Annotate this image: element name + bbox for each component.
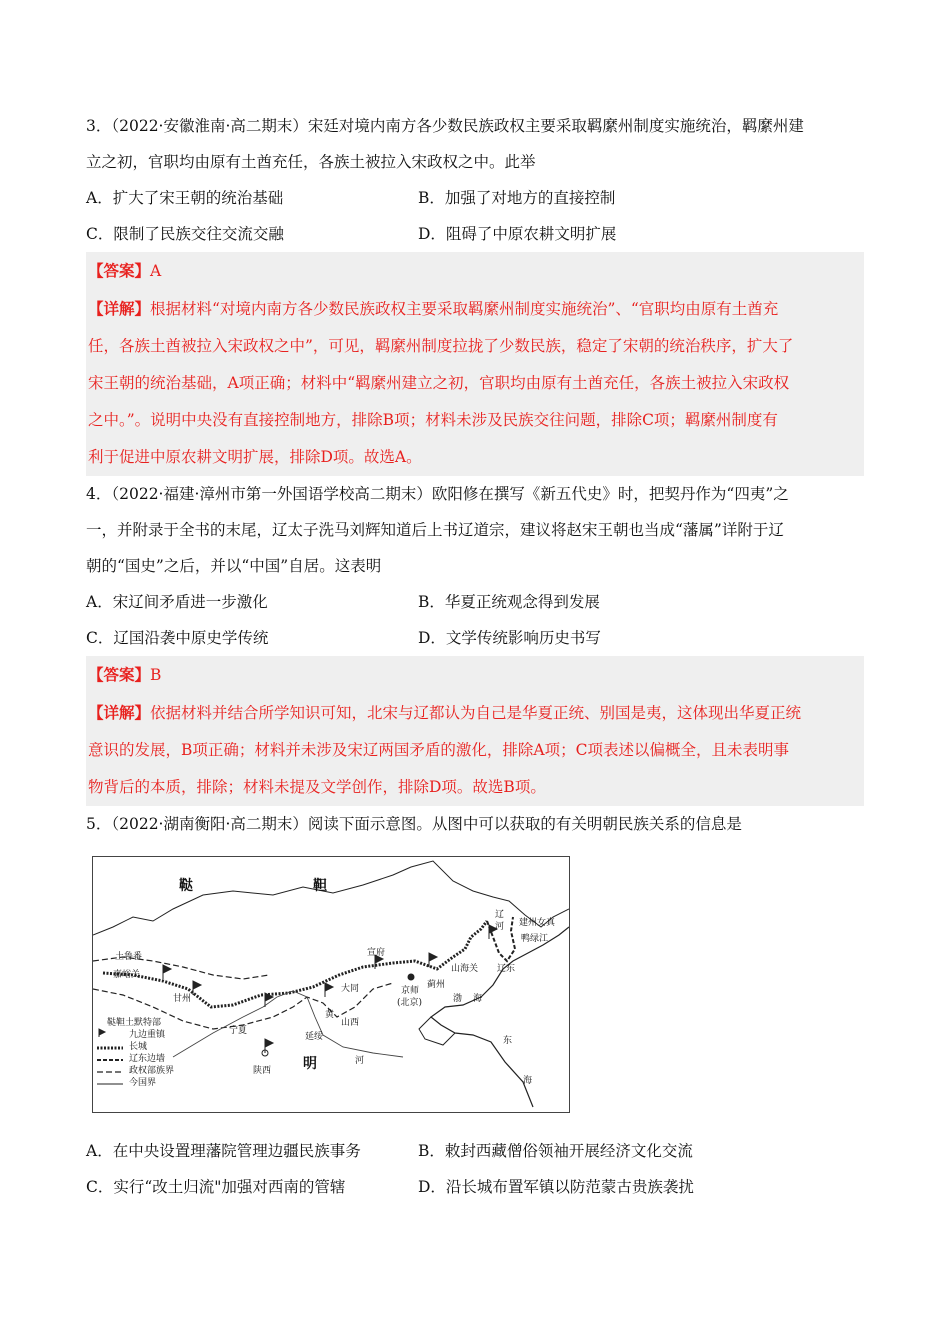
q4-option-d: D．文学传统影响历史书写 [418, 629, 601, 647]
q3-option-a: A．扩大了宋王朝的统治基础 [86, 189, 284, 207]
q3-answer-block [86, 252, 864, 476]
q3-stem-line1: 3．（2022·安徽淮南·高二期末）宋廷对境内南方各少数民族政权主要采取羁縻州制度实施统治，羁縻州建 [86, 117, 804, 135]
q3-answer-line [88, 252, 860, 290]
q5-option-b: B．敕封西藏僧俗领袖开展经济文化交流 [418, 1142, 693, 1160]
map-label-beijing: (北京) [397, 998, 423, 1008]
q3-options-row1 [86, 180, 864, 216]
q4-option-a: A．宋辽间矛盾进一步激化 [86, 593, 268, 611]
q4-detail-line1 [88, 694, 860, 732]
q5-option-a: A．在中央设置理藩院管理边疆民族事务 [86, 1142, 361, 1160]
flag-1 [163, 965, 171, 979]
town-beijing [408, 974, 415, 981]
map-label-ming: 明 [303, 1056, 317, 1072]
map-label-bohai: 渤 [453, 994, 463, 1004]
map-label-shanxi: 山西 [341, 1018, 360, 1028]
q5-options-row2 [86, 1169, 864, 1205]
yellow-river [173, 991, 403, 1057]
map-label-tulufan: 土鲁番 [115, 952, 143, 962]
q3-detail-line4: 之中。”。说明中央没有直接控制地方，排除B项；材料未涉及民族交往问题，排除C项；羁縻州制度有 [88, 411, 778, 429]
map-label-yansui: 延绥 [305, 1032, 324, 1042]
q4-answer-block [86, 656, 864, 806]
q5-option-d: D．沿长城布置军镇以防范蒙古贵族袭扰 [418, 1178, 694, 1196]
map-label-ganzhou: 甘州 [173, 994, 192, 1004]
map-label-jizhou: 蓟州 [427, 980, 446, 990]
legend-label-2: 长城 [129, 1042, 148, 1052]
map-label-he2: 河 [355, 1056, 365, 1066]
q4-detail-line3: 物背后的本质，排除；材料未提及文学创作，排除D项。故选B项。 [88, 778, 546, 796]
q3-detail-text1: 根据材料“对境内南方各少数民族政权主要采取羁縻州制度实施统治”、“官职均由原有土酋充 [150, 300, 779, 318]
flag-4 [325, 983, 333, 997]
legend-label-5: 今国界 [129, 1078, 157, 1088]
map-label-xuanfu: 宣府 [367, 948, 386, 958]
q4-answer-tag: 【答案】 [88, 665, 151, 684]
q4-options-row1 [86, 584, 864, 620]
map-label-shanhaiguan: 山海关 [451, 964, 479, 974]
q4-option-b: B．华夏正统观念得到发展 [418, 593, 600, 611]
map-label-bohai2: 海 [473, 994, 483, 1004]
q3-option-d: D．阻碍了中原农耕文明扩展 [418, 225, 617, 243]
coastline [431, 927, 569, 1107]
q3-detail-line1 [88, 290, 860, 328]
legend-label-4: 政权部族界 [129, 1066, 175, 1076]
q4-detail-line2: 意识的发展，B项正确；材料并未涉及宋辽两国矛盾的激化，排除A项；C项表述以偏概全，且未表明事 [88, 741, 789, 759]
legend-label-1: 九边重镇 [129, 1030, 166, 1040]
q3-option-b: B．加强了对地方的直接控制 [418, 189, 616, 207]
q4-option-c: C．辽国沿袭中原史学传统 [86, 629, 269, 647]
q4-stem-line1: 4．（2022·福建·漳州市第一外国语学校高二期末）欧阳修在撰写《新五代史》时，把契丹作为“四夷”之 [86, 485, 789, 503]
map-label-dong: 东 [503, 1036, 513, 1046]
map-label-he1: 河 [495, 922, 505, 932]
flag-6 [429, 953, 437, 967]
q5-option-c: C．实行“改土归流"加强对西南的管辖 [86, 1178, 346, 1196]
q4-stem-line2: 一，并附录于全书的末尾，辽太子洗马刘辉知道后上书辽道宗，建议将赵宋王朝也当成“藩属”详附于辽 [86, 521, 784, 539]
flag-2 [193, 981, 201, 995]
map-label-dan: 靼 [313, 878, 327, 894]
q5-options-row1 [86, 1133, 864, 1169]
q3-stem-line2: 立之初，官职均由原有土酋充任，各族土被拉入宋政权之中。此举 [86, 153, 536, 171]
ming-map [92, 856, 570, 1113]
q4-detail-text1: 依据材料并结合所学知识可知，北宋与辽都认为自己是华夏正统、别国是夷，这体现出华夏正统 [150, 704, 802, 722]
q4-detail-tag: 【详解】 [88, 703, 151, 722]
q4-answer: B [150, 666, 162, 684]
q4-answer-line [88, 656, 860, 694]
map-label-datong: 大同 [341, 984, 360, 994]
q3-detail-line2: 任，各族土酋被拉入宋政权之中”，可见，羁縻州制度拉拢了少数民族，稳定了宋朝的统治秩序，扩大了 [88, 337, 794, 355]
map-label-hai: 海 [523, 1076, 533, 1086]
q3-detail-line3: 宋王朝的统治基础，A项正确；材料中“羁縻州建立之初，官职均由原有土酋充任，各族土被拉入宋政权 [88, 374, 790, 392]
exam-page [86, 108, 864, 1205]
map-label-huang: 黄 [325, 1010, 335, 1020]
q4-stem-line3: 朝的“国史”之后，并以“中国”自居。这表明 [86, 557, 382, 575]
map-legend [97, 1029, 123, 1084]
legend-label-3: 辽东边墙 [129, 1054, 166, 1064]
map-label-shaanxi: 陕西 [253, 1066, 272, 1076]
map-label-liaodong: 辽东 [497, 964, 516, 974]
map-label-jianzhou: 建州女真 [519, 918, 556, 928]
map-label-dadatubu: 鞑靼土默特部 [107, 1018, 162, 1028]
q4-options-row2 [86, 620, 864, 656]
q3-option-c: C．限制了民族交往交流交融 [86, 225, 284, 243]
map-label-da: 鞑 [179, 878, 193, 894]
map-label-liao: 辽 [495, 910, 505, 920]
q3-answer-tag: 【答案】 [88, 261, 151, 280]
q3-detail-line5: 利于促进中原农耕文明扩展，排除D项。故选A。 [88, 448, 422, 466]
q3-detail-tag: 【详解】 [88, 299, 151, 318]
map-label-yalujiang: 鸭绿江 [521, 934, 549, 944]
q3-options-row2 [86, 216, 864, 252]
map-label-ningxia: 宁夏 [229, 1026, 248, 1036]
map-label-jingshi: 京师 [401, 986, 420, 996]
q3-answer: A [150, 262, 162, 280]
map-label-jiayuguan: 嘉峪关 [113, 970, 141, 980]
q5-stem-line1: 5．（2022·湖南衡阳·高二期末）阅读下面示意图。从图中可以获取的有关明朝民族关系的信息是 [86, 815, 742, 833]
